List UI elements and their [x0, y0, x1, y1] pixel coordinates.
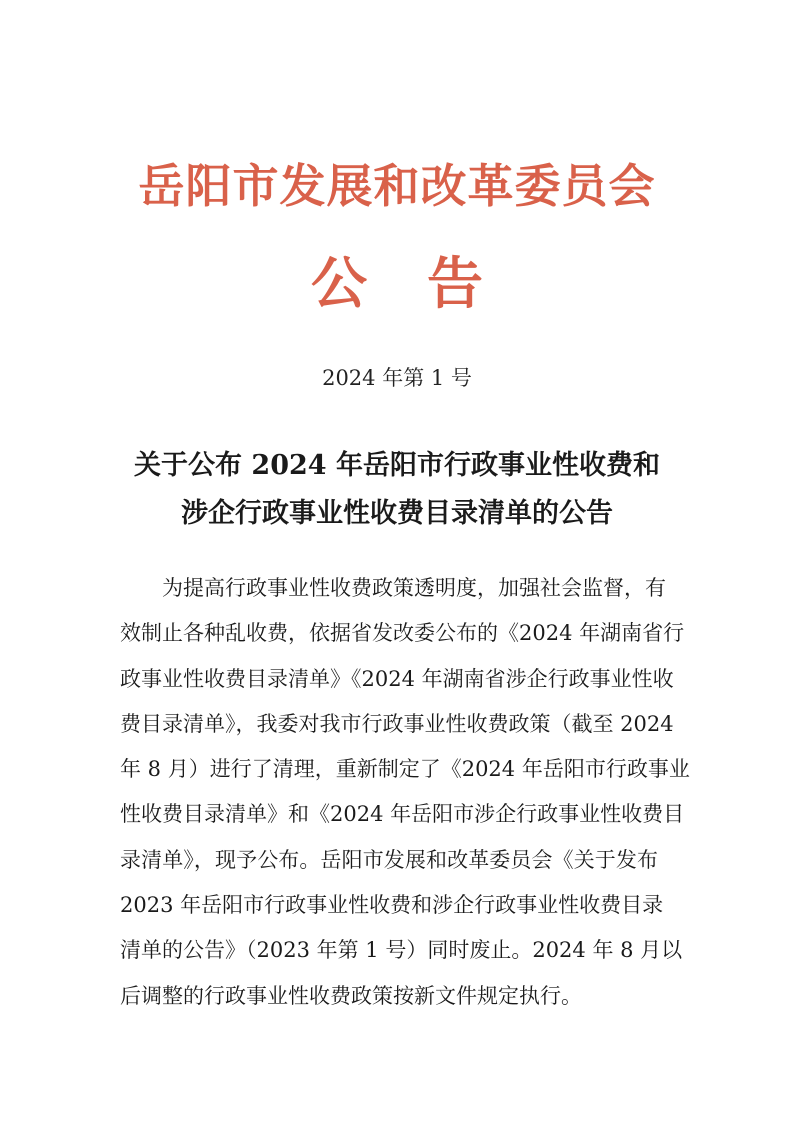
body-line: 政事业性收费目录清单》《2024 年湖南省涉企行政事业性收 [120, 666, 674, 691]
document-title-line-2: 涉企行政事业性收费目录清单的公告 [181, 498, 613, 529]
body-line: 为提高行政事业性收费政策透明度，加强社会监督，有 [162, 576, 666, 600]
body-paragraph [120, 566, 690, 1019]
body-line: 年 8 月）进行了清理，重新制定了《2024 年岳阳市行政事业 [120, 757, 690, 782]
body-line: 2023 年岳阳市行政事业性收费和涉企行政事业性收费目录 [120, 893, 664, 918]
document-kind: 公告 [311, 251, 543, 317]
body-line: 费目录清单》，我委对我市行政事业性收费政策（截至 2024 [120, 711, 674, 736]
body-line: 录清单》，现予公布。岳阳市发展和改革委员会《关于发布 [120, 847, 658, 872]
body-line: 后调整的行政事业性收费政策按新文件规定执行。 [120, 983, 582, 1008]
body-line: 性收费目录清单》和《2024 年岳阳市涉企行政事业性收费目 [120, 802, 685, 827]
issuing-organization: 岳阳市发展和改革委员会 [138, 159, 656, 213]
document-number: 2024 年第 1 号 [322, 366, 472, 390]
document-title-line-1: 关于公布 2024 年岳阳市行政事业性收费和 [134, 450, 660, 481]
body-line: 效制止各种乱收费，依据省发改委公布的《2024 年湖南省行 [120, 621, 685, 646]
body-line: 清单的公告》（2023 年第 1 号）同时废止。2024 年 8 月以 [120, 938, 683, 963]
document-title [0, 442, 794, 538]
